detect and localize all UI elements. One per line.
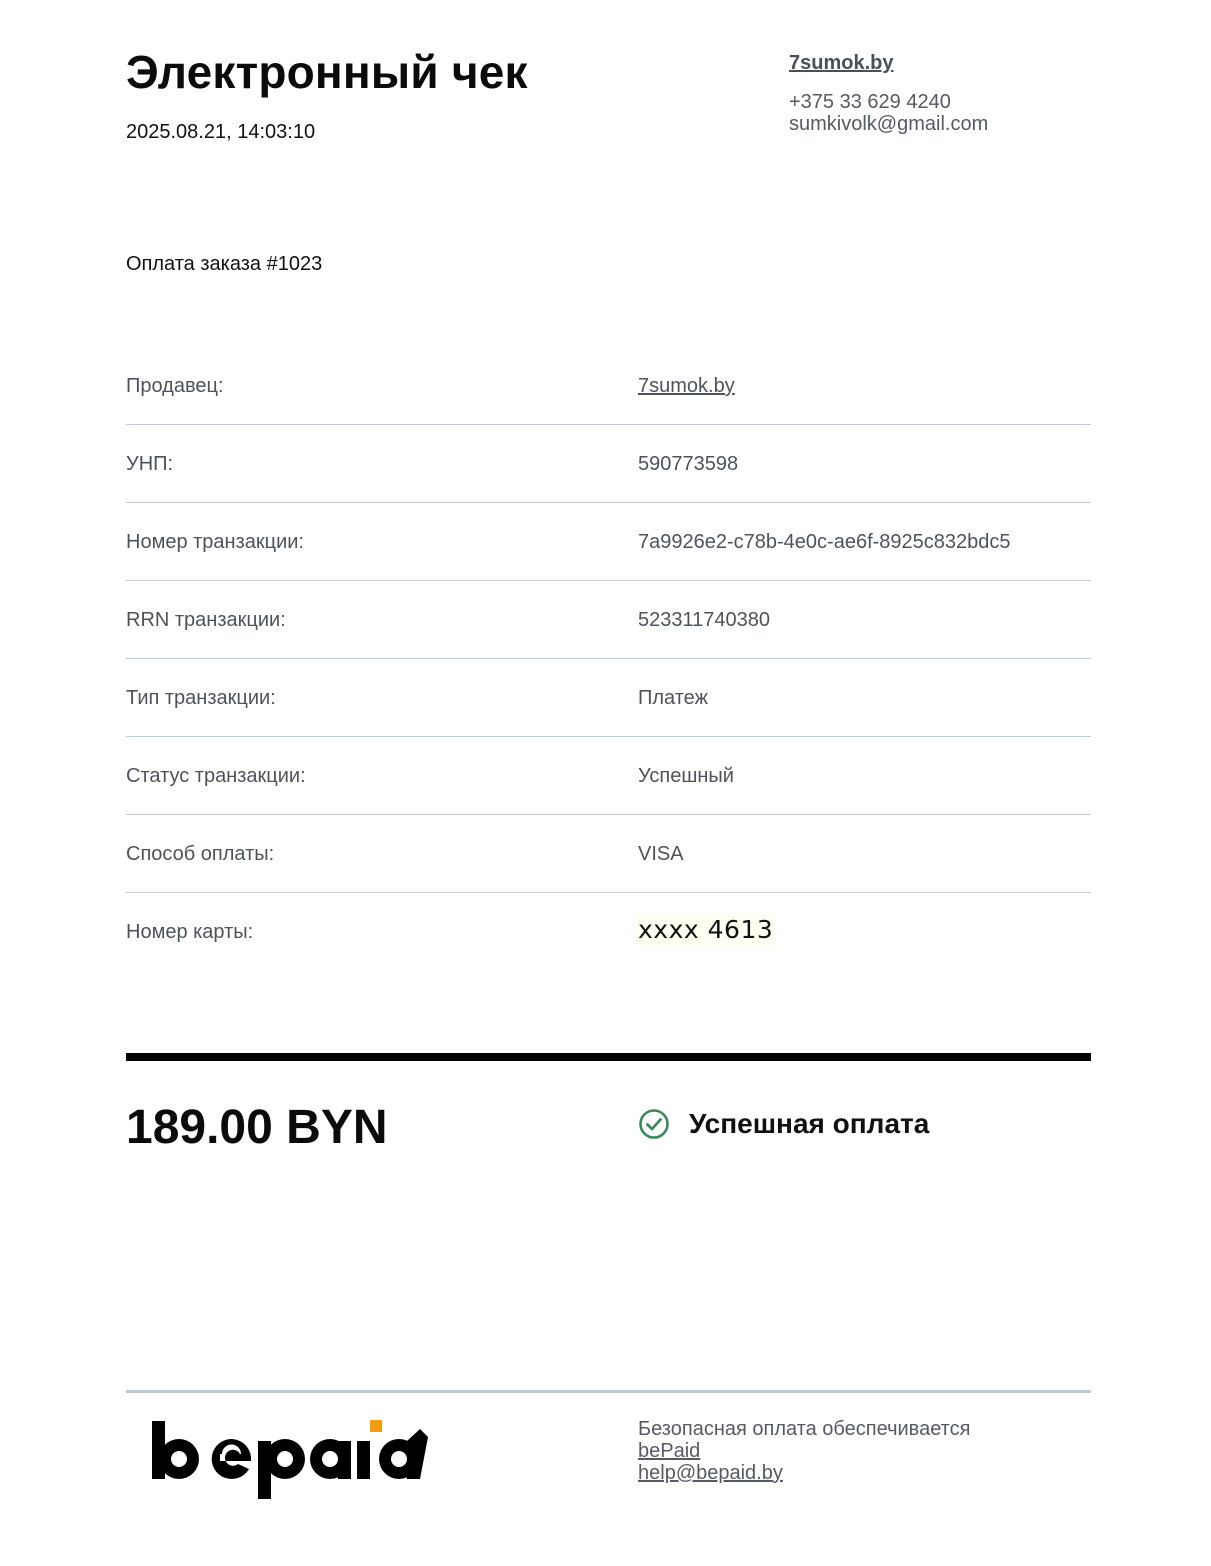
detail-label: Тип транзакции: (126, 687, 276, 709)
detail-label: RRN транзакции: (126, 609, 286, 631)
detail-value: 7a9926e2-c78b-4e0c-ae6f-8925c832bdc5 (638, 531, 1011, 553)
receipt-datetime: 2025.08.21, 14:03:10 (126, 121, 316, 143)
detail-value: 590773598 (638, 453, 739, 475)
detail-row-unp (126, 425, 1091, 503)
detail-label: УНП: (126, 453, 174, 475)
detail-value: Успешный (638, 765, 734, 787)
footer-divider (126, 1390, 1091, 1393)
detail-row-card-number (126, 893, 1091, 971)
merchant-site-link[interactable]: 7sumok.by (789, 52, 894, 74)
bepaid-logo (150, 1415, 435, 1500)
check-circle-icon (638, 1108, 670, 1140)
merchant-email: sumkivolk@gmail.com (789, 113, 989, 135)
detail-value: VISA (638, 843, 684, 865)
detail-row-rrn (126, 581, 1091, 659)
detail-label: Статус транзакции: (126, 765, 306, 787)
support-email-link[interactable]: help@bepaid.by (638, 1462, 783, 1484)
merchant-contact-block (789, 52, 988, 135)
detail-label: Продавец: (126, 375, 224, 397)
transaction-details-table (126, 347, 1091, 971)
detail-label: Номер транзакции: (126, 531, 304, 553)
summary-divider (126, 1053, 1091, 1061)
receipt-title: Электронный чек (126, 46, 528, 98)
secure-payment-text: Безопасная оплата обеспечивается (638, 1418, 971, 1440)
detail-label: Номер карты: (126, 921, 254, 943)
footer-secure-info (638, 1418, 970, 1484)
merchant-phone: +375 33 629 4240 (789, 91, 951, 113)
payment-status (638, 1108, 929, 1140)
payment-amount: 189.00 BYN (126, 1101, 388, 1154)
order-description: Оплата заказа #1023 (126, 253, 323, 275)
detail-value: Платеж (638, 687, 708, 709)
detail-value: 523311740380 (638, 609, 770, 631)
card-number-value: xxxx 4613 (638, 915, 774, 944)
seller-link[interactable]: 7sumok.by (638, 375, 735, 397)
detail-row-transaction-id (126, 503, 1091, 581)
detail-row-transaction-status (126, 737, 1091, 815)
detail-label: Способ оплаты: (126, 843, 275, 865)
payment-status-text: Успешная оплата (689, 1108, 930, 1139)
detail-row-payment-method (126, 815, 1091, 893)
bepaid-link[interactable]: bePaid (638, 1440, 701, 1462)
detail-row-transaction-type (126, 659, 1091, 737)
detail-row-seller (126, 347, 1091, 425)
